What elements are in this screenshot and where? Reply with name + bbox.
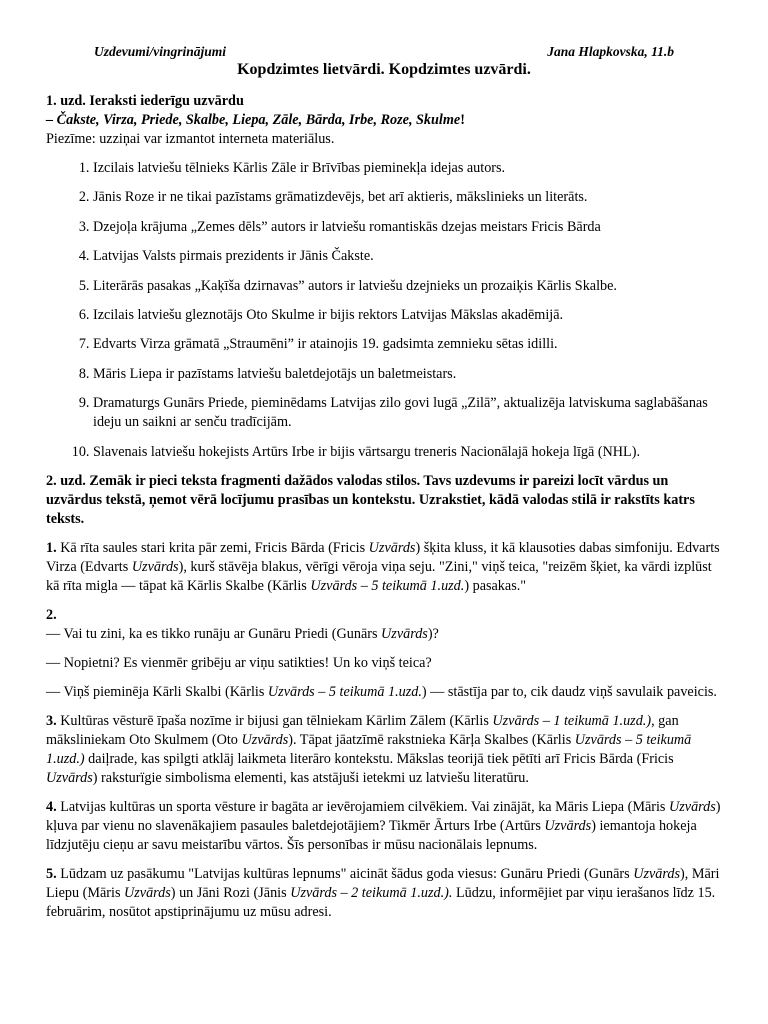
list-item: 7. Edvarts Virza grāmatā „Straumēni” ir atainojis 19. gadsimta zemnieku sētas idilli.: [93, 335, 726, 354]
placeholder: Uzvārds: [381, 625, 428, 642]
list-item: 8. Māris Liepa ir pazīstams latviešu baletdejotājs un baletmeistars.: [93, 365, 726, 384]
placeholder: Uzvārds – 5 teikumā 1.uzd.): [46, 731, 692, 767]
placeholder: Uzvārds – 5 teikumā 1.uzd.: [267, 683, 422, 700]
task-1-words: [46, 111, 726, 130]
dialogue-line: — Nopietni? Es vienmēr gribēju ar viņu satikties! Un ko viņš teica?: [46, 654, 432, 671]
text: ), kurš stāvēja blakus, vērīgi vēroja viņa seju. "Zini," viņš teica, "reizēm šķiet, ka vārdi izplūst kā rīta migla — tāpat kā Kārlis Skalbe (Kārlis: [46, 558, 712, 594]
placeholder: Uzvārds – 5 teikumā 1.uzd.: [310, 577, 465, 594]
text: Lūdzam uz pasākumu "Latvijas kultūras lepnums" aicināt šādus goda viesus: Gunāru Priedi (Gunārs: [56, 865, 634, 882]
task-2-heading: 2. uzd. Zemāk ir pieci teksta fragmenti dažādos valodas stilos. Tavs uzdevums ir pareizi locīt vārdus un uzvārdus tekstā, ņemot vērā locījumu prasības un kontekstu. Uzrakstiet, kādā valodas stilā ir rakstīts katrs teksts.: [46, 472, 695, 527]
task-1-word-list: Čakste, Virza, Priede, Skalbe, Liepa, Zāle, Bārda, Irbe, Roze, Skulme: [56, 112, 461, 128]
text: ) kļuva par vienu no slavenākajiem pasaules baletdejotājiem? Tikmēr Ārturs Irbe (Artūrs: [46, 798, 721, 834]
page-header: [94, 42, 674, 60]
text: ). Tāpat jāatzīmē rakstnieka Kārļa Skalbes (Kārlis: [288, 731, 575, 748]
text: Kultūras vēsturē īpaša nozīme ir bijusi gan tēlniekam Kārlim Zālem (Kārlis: [56, 712, 493, 729]
placeholder: Uzvārds: [241, 731, 289, 748]
fragment-3: [46, 712, 726, 788]
text: ) šķita kluss, it kā klausoties dabas simfoniju. Edvarts Virza (Edvarts: [46, 539, 720, 575]
list-item: 10. Slavenais latviešu hokejists Artūrs Irbe ir bijis vārtsargu treneris Nacionālajā hokeja līgā (NHL).: [93, 443, 726, 462]
header-right: Jana Hlapkovska, 11.b: [547, 44, 674, 59]
task-1: [46, 92, 726, 462]
fragment-number: 2.: [46, 606, 57, 623]
text: — Vai tu zini, ka es tikko runāju ar Gunāru Priedi (Gunārs: [46, 625, 382, 642]
placeholder: Uzvārds: [131, 558, 179, 575]
text: Lūdzu, informējiet par viņu ierašanos līdz 15. februārim, nosūtot apstiprinājumu uz mūsu adresi.: [46, 884, 716, 920]
fragment-1: [46, 539, 726, 596]
text: ) raksturïgie simbolisma elementi, kas atstājuši ietekmi uz latviešu literatūru.: [92, 769, 529, 786]
text: ) pasakas.": [464, 577, 527, 594]
task-1-words-prefix: –: [46, 112, 57, 128]
placeholder: Uzvārds: [124, 884, 171, 901]
list-item: 6. Izcilais latviešu gleznotājs Oto Skulme ir bijis rektors Latvijas Mākslas akadēmijā.: [93, 306, 726, 325]
list-item: 5. Literārās pasakas „Kaķīša dzirnavas” autors ir latviešu dzejnieks un prozaiķis Kārlis Skalbe.: [93, 277, 726, 296]
list-item: 3. Dzejoļa krājuma „Zemes dēls” autors ir latviešu romantiskās dzejas meistars Fricis Bārda: [93, 218, 726, 237]
task-1-list: [46, 159, 726, 462]
text: ), Māri Liepu (Māris: [46, 865, 720, 901]
task-1-words-suffix: !: [460, 112, 465, 128]
list-item: 4. Latvijas Valsts pirmais prezidents ir Jānis Čakste.: [93, 247, 726, 266]
fragment-5: [46, 865, 726, 922]
dialogue-line: [46, 625, 726, 644]
text: Latvijas kultūras un sporta vēsture ir bagāta ar ievērojamiem cilvēkiem. Vai zinājāt, ka Māris Liepa (Māris: [56, 798, 669, 815]
fragment-number: 4.: [46, 798, 57, 815]
placeholder: Uzvārds – 1 teikumā 1.uzd.): [492, 712, 652, 729]
fragment-number: 1.: [46, 539, 57, 556]
placeholder: Uzvārds: [544, 817, 592, 834]
list-item: 1. Izcilais latviešu tēlnieks Kārlis Zāle ir Brīvības pieminekļa idejas autors.: [93, 159, 726, 178]
dialogue-line: [46, 683, 726, 702]
fragment-2: [46, 606, 726, 702]
task-1-note: Piezīme: uzziņai var izmantot interneta materiālus.: [46, 131, 335, 147]
header-left: Uzdevumi/vingrinājumi: [94, 44, 227, 59]
placeholder: Uzvārds: [669, 798, 716, 815]
document-body: [46, 92, 726, 922]
list-item: 9. Dramaturgs Gunārs Priede, pieminēdams Latvijas zilo govi lugā „Zilā”, aktualizēja latviskuma saglabāšanas ideju un saikni ar senču tradīcijām.: [93, 394, 726, 432]
text: ) iemantoja hokeja līdzjutēju cieņu ar savu meistarību vārtos. Šīs personības ir mūsu nacionālais lepnums.: [46, 817, 697, 853]
text: ) — stāstīja par to, cik daudz viņš savulaik paveicis.: [421, 683, 717, 700]
text: ) un Jāni Rozi (Jānis: [170, 884, 291, 901]
fragment-number: 5.: [46, 865, 57, 882]
text: , gan māksliniekam Oto Skulmem (Oto: [46, 712, 679, 748]
text: Kā rīta saules stari krita pār zemi, Fricis Bārda (Fricis: [56, 539, 369, 556]
fragment-4: [46, 798, 726, 855]
task-2: [46, 472, 726, 922]
text: — Viņš pieminēja Kārli Skalbi (Kārlis: [46, 683, 268, 700]
fragment-number: 3.: [46, 712, 57, 729]
placeholder: Uzvārds: [633, 865, 681, 882]
page-title: Kopdzimtes lietvārdi. Kopdzimtes uzvārdi.: [237, 61, 531, 78]
placeholder: Uzvārds: [46, 769, 93, 786]
text: )?: [427, 625, 439, 642]
placeholder: Uzvārds – 2 teikumā 1.uzd.).: [290, 884, 453, 901]
placeholder: Uzvārds: [368, 539, 416, 556]
text: daiļrade, kas spilgti atklāj laikmeta literāro kontekstu. Mākslas teorijā tiek pētīti arī Fricis Bārda (Fricis: [84, 750, 674, 767]
list-item: 2. Jānis Roze ir ne tikai pazīstams grāmatizdevējs, bet arī aktieris, mākslinieks un literāts.: [93, 188, 726, 207]
task-1-heading: 1. uzd. Ieraksti iederīgu uzvārdu: [46, 93, 244, 109]
